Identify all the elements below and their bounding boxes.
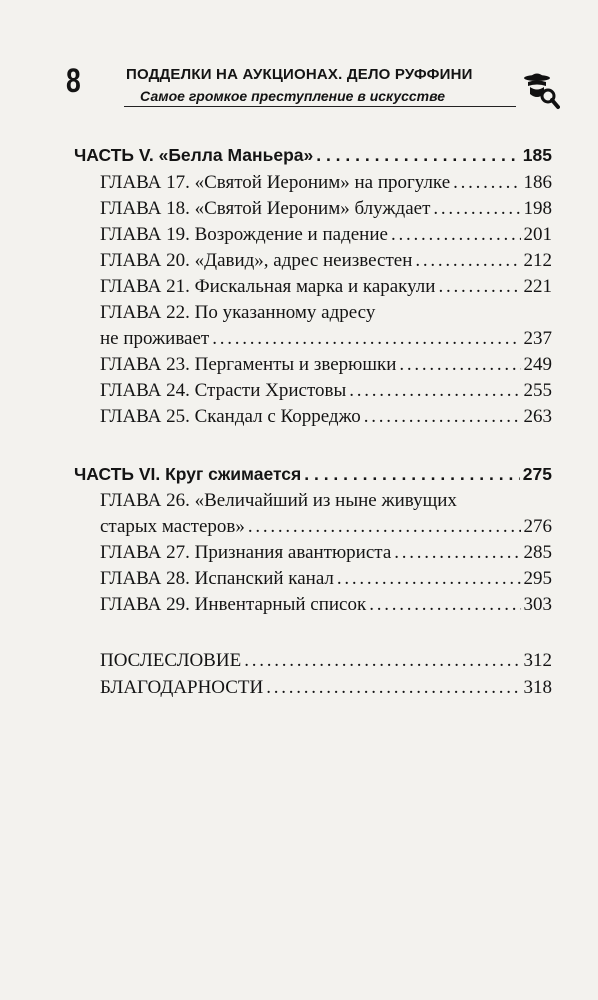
toc-page-number: 185 xyxy=(522,145,552,165)
toc-chapter-title: ГЛАВА 19. Возрождение и падение xyxy=(100,224,388,245)
toc-chapter-title: ГЛАВА 27. Признания авантюриста xyxy=(100,542,392,563)
toc-page-number: 303 xyxy=(523,594,552,615)
toc-acknowledgements-entry[interactable] xyxy=(100,676,552,700)
toc-page-number: 318 xyxy=(523,677,552,698)
toc-page-number: 275 xyxy=(522,464,552,484)
toc-page-number: 212 xyxy=(523,250,552,271)
toc-chapter-title: ГЛАВА 17. «Святой Иероним» на прогулке xyxy=(100,172,451,193)
dot-leader xyxy=(433,197,520,221)
toc-chapter-entry[interactable] xyxy=(100,405,552,429)
toc-chapter-title: ГЛАВА 29. Инвентарный список xyxy=(100,594,367,615)
toc-part-heading[interactable] xyxy=(74,143,552,167)
running-title: ПОДДЕЛКИ НА АУКЦИОНАХ. ДЕЛО РУФФИНИ xyxy=(126,66,473,83)
toc-page-number: 276 xyxy=(523,516,552,537)
dot-leader xyxy=(248,515,521,539)
toc-chapter-title-continued: не проживает xyxy=(100,328,210,349)
toc-page-number: 263 xyxy=(523,406,552,427)
toc-chapter-title: ГЛАВА 25. Скандал с Корреджо xyxy=(100,406,361,427)
dot-leader xyxy=(438,275,520,299)
toc-part-heading[interactable] xyxy=(74,462,552,486)
toc-page-number: 249 xyxy=(523,354,552,375)
toc-chapter-entry[interactable] xyxy=(100,379,552,403)
toc-chapter-entry[interactable] xyxy=(100,171,552,195)
dot-leader xyxy=(391,223,521,247)
toc-chapter-title: ГЛАВА 22. По указанному адресу xyxy=(100,302,376,323)
toc-part-title: ЧАСТЬ VI. Круг сжимается xyxy=(74,464,302,484)
dot-leader xyxy=(349,379,520,403)
toc-page-number: 285 xyxy=(523,542,552,563)
toc-page-number: 295 xyxy=(523,568,552,589)
dot-leader xyxy=(415,249,520,273)
toc-page-number: 221 xyxy=(523,276,552,297)
toc-chapter-entry-continued[interactable] xyxy=(100,515,552,539)
toc-chapter-title-continued: старых мастеров» xyxy=(100,516,245,537)
toc-page-number: 255 xyxy=(523,380,552,401)
running-subtitle: Самое громкое преступление в искусстве xyxy=(140,88,446,104)
toc-chapter-entry[interactable] xyxy=(100,301,375,325)
page-number: 8 xyxy=(66,62,81,100)
toc-chapter-title: ГЛАВА 20. «Давид», адрес неизвестен xyxy=(100,250,413,271)
toc-afterword-title: ПОСЛЕСЛОВИЕ xyxy=(100,650,242,671)
toc-chapter-title: ГЛАВА 21. Фискальная марка и каракули xyxy=(100,276,436,297)
dot-leader xyxy=(266,676,520,700)
toc-chapter-entry[interactable] xyxy=(100,275,552,299)
toc-chapter-entry[interactable] xyxy=(100,223,552,247)
toc-chapter-title: ГЛАВА 26. «Величайший из ныне живущих xyxy=(100,490,457,511)
dot-leader xyxy=(304,462,520,486)
dot-leader xyxy=(212,327,520,351)
toc-chapter-title: ГЛАВА 23. Пергаменты и зверюшки xyxy=(100,354,397,375)
toc-page-number: 186 xyxy=(523,172,552,193)
dot-leader xyxy=(316,143,520,167)
toc-chapter-entry[interactable] xyxy=(100,353,552,377)
dot-leader xyxy=(364,405,521,429)
toc-page-number: 201 xyxy=(523,224,552,245)
toc-chapter-entry[interactable] xyxy=(100,567,552,591)
toc-chapter-entry[interactable] xyxy=(100,593,552,617)
toc-chapter-entry[interactable] xyxy=(100,249,552,273)
toc-acknowledgements-title: БЛАГОДАРНОСТИ xyxy=(100,677,264,698)
toc-chapter-title: ГЛАВА 18. «Святой Иероним» блуждает xyxy=(100,198,431,219)
toc-page-number: 198 xyxy=(523,198,552,219)
toc-chapter-entry-continued[interactable] xyxy=(100,327,552,351)
toc-part-title: ЧАСТЬ V. «Белла Маньера» xyxy=(74,145,314,165)
toc-chapter-entry[interactable] xyxy=(100,541,552,565)
dot-leader xyxy=(244,649,520,673)
toc-chapter-entry[interactable] xyxy=(100,197,552,221)
toc-chapter-entry[interactable] xyxy=(100,489,457,513)
toc-afterword-entry[interactable] xyxy=(100,649,552,673)
dot-leader xyxy=(337,567,521,591)
toc-chapter-title: ГЛАВА 28. Испанский канал xyxy=(100,568,334,589)
toc-page-number: 312 xyxy=(523,650,552,671)
toc-chapter-title: ГЛАВА 24. Страсти Христовы xyxy=(100,380,347,401)
dot-leader xyxy=(399,353,520,377)
toc-page-number: 237 xyxy=(523,328,552,349)
dot-leader xyxy=(453,171,520,195)
dot-leader xyxy=(394,541,520,565)
dot-leader xyxy=(369,593,520,617)
